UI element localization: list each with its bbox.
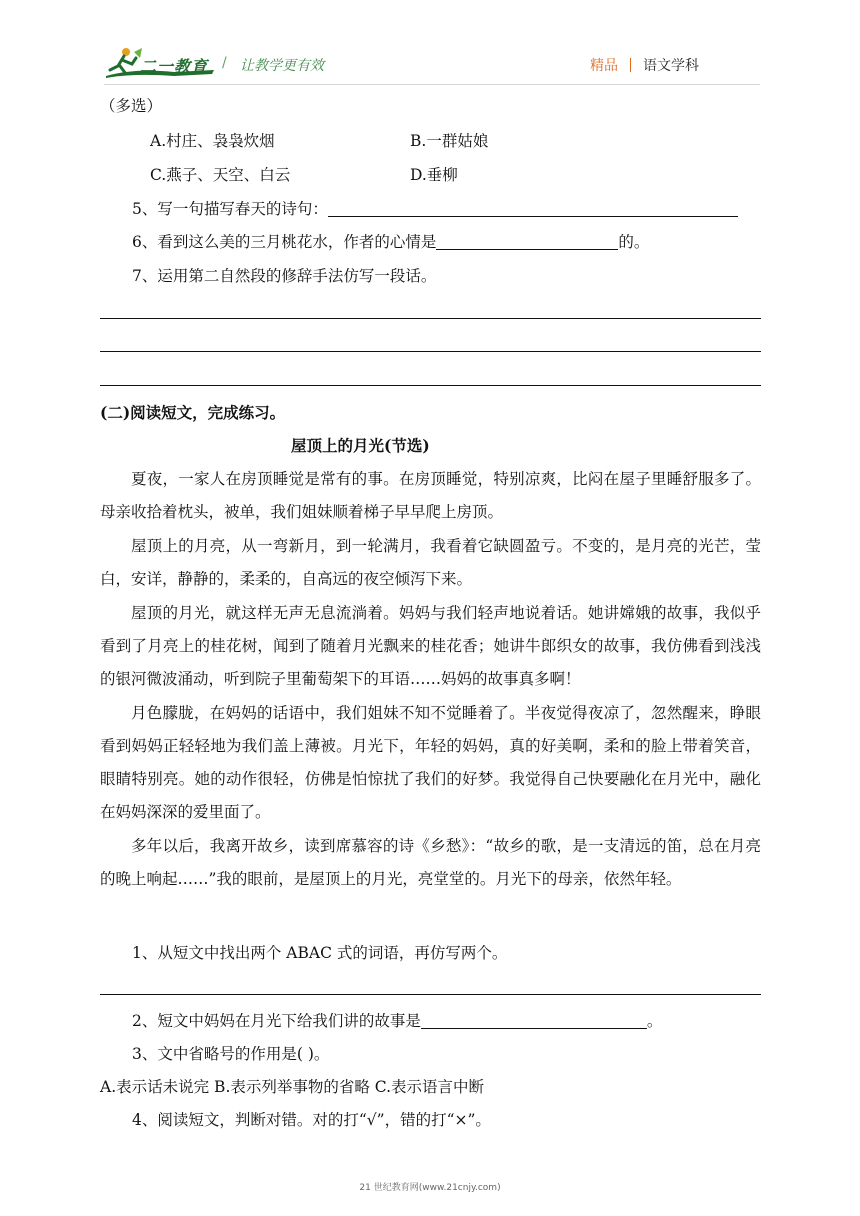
question-6-suffix: 的。 [618,233,650,251]
option-c: C.燕子、天空、白云 [150,166,291,184]
question-4: 4、阅读短文，判断对错。对的打“√”，错的打“×”。 [132,1111,491,1129]
article-paragraph-5: 多年以后，我离开故乡，读到席慕容的诗《乡愁》：“故乡的歌，是一支清远的笛，总在月亮的晚上响起……”我的眼前，是屋顶上的月光，亮堂堂的。月光下的母亲，依然年轻。 [100,837,761,888]
question-2-suffix: 。 [646,1012,663,1030]
question-2 [132,1011,662,1031]
header-right [590,55,699,75]
question-5-text: 5、写一句描写春天的诗句： [132,200,328,218]
section-title: (二)阅读短文，完成练习。 [100,403,286,422]
answer-line[interactable] [100,318,761,319]
answer-blank-q6[interactable] [436,233,618,250]
question-2-text: 2、短文中妈妈在月光下给我们讲的故事是 [132,1012,421,1030]
question-6-text: 6、看到这么美的三月桃花水，作者的心情是 [132,233,437,251]
badge-jingpin: 精品 [590,58,618,74]
answer-blank-q5[interactable] [328,200,738,217]
logo-text: 二一教育 [140,57,209,76]
question-7: 7、运用第二自然段的修辞手法仿写一段话。 [132,267,437,285]
article-paragraph-2: 屋顶上的月亮，从一弯新月，到一轮满月，我看着它缺圆盈亏。不变的，是月亮的光芒，莹白，安详，静静的，柔柔的，自高远的夜空倾泻下来。 [100,537,761,588]
article-paragraph-4: 月色朦胧，在妈妈的话语中，我们姐妹不知不觉睡着了。半夜觉得夜凉了，忽然醒来，睁眼看到妈妈正轻轻地为我们盖上薄被。月光下，年轻的妈妈，真的好美啊，柔和的脸上带着笑音，眼睛特别亮。她的动作很轻，仿佛是怕惊扰了我们的好梦。我觉得自己快要融化在月光中，融化在妈妈深深的爱里面了。 [100,704,761,821]
question-3: 3、文中省略号的作用是( )。 [132,1045,330,1063]
subject-label: 语文学科 [643,58,699,74]
answer-blank-q2[interactable] [421,1012,647,1029]
answer-line[interactable] [100,994,761,995]
question-6 [132,232,649,252]
article-paragraph-3: 屋顶的月光，就这样无声无息流淌着。妈妈与我们轻声地说着话。她讲嫦娥的故事，我似乎看到了月亮上的桂花树，闻到了随着月光飘来的桂花香；她讲牛郎织女的故事，我仿佛看到浅浅的银河微波涌动，听到院子里葡萄架下的耳语……妈妈的故事真多啊！ [100,604,761,688]
option-d: D.垂柳 [410,166,458,184]
header-slash: / [222,55,227,71]
header-divider [630,58,631,72]
answer-line[interactable] [100,351,761,352]
option-a: A.村庄、袅袅炊烟 [150,132,275,150]
question-1: 1、从短文中找出两个 ABAC 式的词语，再仿写两个。 [132,944,508,962]
article-title: 屋顶上的月光(节选) [291,436,430,455]
article-paragraph-1: 夏夜，一家人在房顶睡觉是常有的事。在房顶睡觉，特别凉爽，比闷在屋子里睡舒服多了。母亲收拾着枕头，被单，我们姐妹顺着梯子早早爬上房顶。 [100,470,761,521]
multi-choice-label: （多选） [100,97,163,115]
question-5 [132,199,738,219]
page-header [0,0,860,90]
header-rule [104,84,760,85]
option-b: B.一群姑娘 [410,132,489,150]
page-footer: 21 世纪教育网(www.21cnjy.com) [359,1183,501,1193]
question-3-options: A.表示话未说完 B.表示列举事物的省略 C.表示语言中断 [100,1078,485,1096]
answer-line[interactable] [100,385,761,386]
header-slogan: 让教学更有效 [240,58,324,74]
